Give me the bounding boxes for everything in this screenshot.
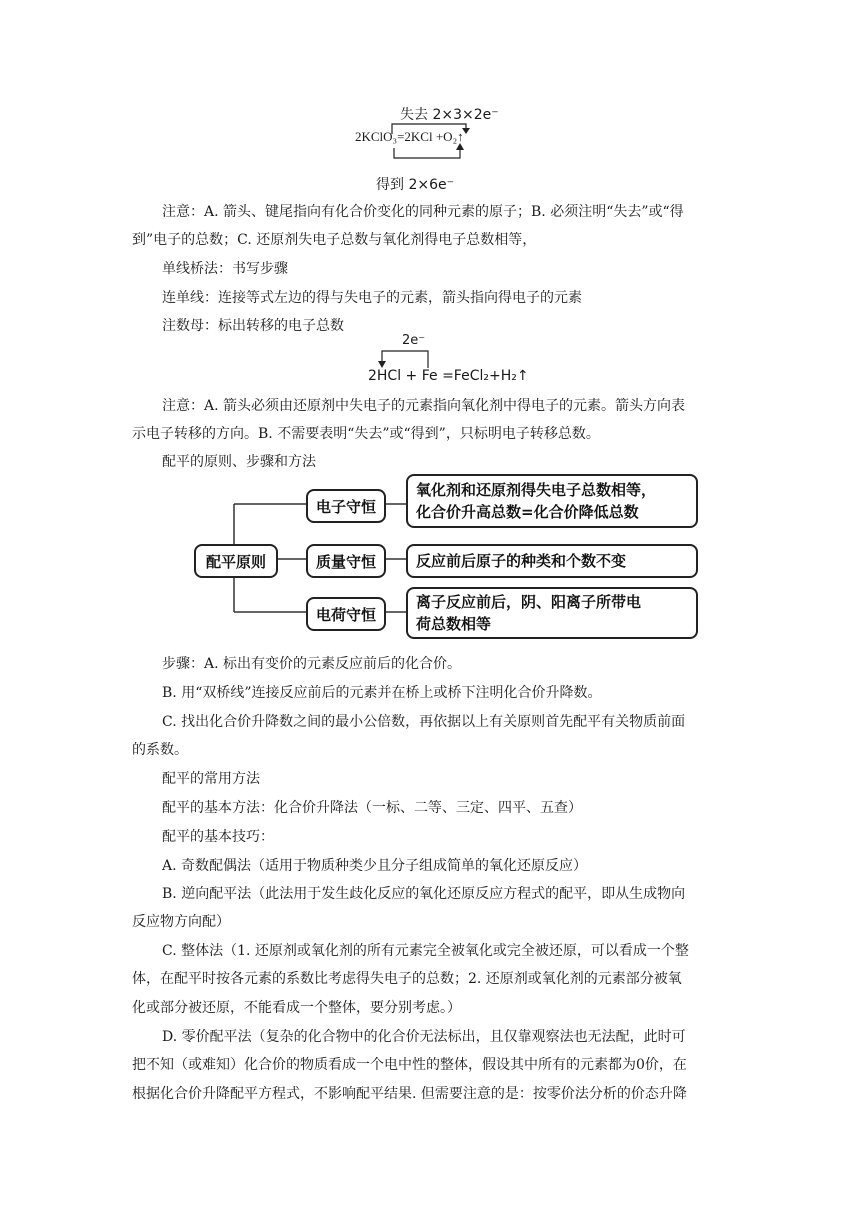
diagram-desc-charge-line2: 荷总数相等 [416, 615, 492, 633]
single-bridge-title: 单线桥法：书写步骤 [162, 261, 288, 277]
diagram-node-charge-conservation: 电荷守恒 [306, 597, 386, 631]
note-2-line1: 注意：A. 箭头必须由还原剂中失电子的元素指向氧化剂中得电子的元素。箭头方向表 [162, 398, 686, 414]
balance-title: 配平的原则、步骤和方法 [162, 454, 316, 470]
eq1-equation: 2KClO₃=2KCl +O₂↑ [355, 129, 464, 144]
methods-title: 配平的常用方法 [162, 771, 260, 787]
step-b: B. 用“双桥线”连接反应前后的元素并在桥上或桥下注明化合价升降数。 [162, 685, 602, 701]
eq2-equation: 2HCl + Fe =FeCl₂+H₂↑ [368, 368, 529, 384]
diagram-node-mass-conservation: 质量守恒 [306, 544, 386, 578]
eq1-top-label: 失去 2×3×2e⁻ [400, 107, 499, 123]
note-1-line2: 到”电子的总数；C. 还原剂失电子总数与氧化剂得电子总数相等， [132, 232, 537, 248]
step-c-line1: C. 找出化合价升降数之间的最小公倍数，再依据以上有关原则首先配平有关物质前面 [162, 714, 686, 730]
eq1-bottom-label: 得到 2×6e⁻ [376, 177, 454, 193]
diagram-desc-charge-conservation [406, 587, 698, 639]
method-b-line2: 反应物方向配） [132, 914, 230, 930]
method-a: A. 奇数配偶法（适用于物质种类少且分子组成简单的氧化还原反应） [162, 858, 588, 874]
method-d-line3: 根据化合价升降配平方程式，不影响配平结果. 但需要注意的是：按零价法分析的价态升降 [132, 1086, 687, 1102]
step-c-line2: 的系数。 [132, 742, 188, 758]
diagram-desc-charge-line1: 离子反应前后，阴、阳离子所带电 [416, 593, 642, 611]
eq2-bridge-line [370, 348, 440, 370]
note-number-text: 注数母：标出转移的电子总数 [162, 318, 344, 334]
method-d-line1: D. 零价配平法（复杂的化合物中的化合价无法标出，且仅靠观察法也无法配，此时可 [162, 1029, 686, 1045]
note-1-line1: 注意：A. 箭头、键尾指向有化合价变化的同种元素的原子；B. 必须注明“失去”或“得 [162, 204, 684, 220]
method-c-line2: 体，在配平时按各元素的系数比考虑得失电子的总数；2. 还原剂或氧化剂的元素部分被氧 [132, 971, 682, 987]
method-b-line1: B. 逆向配平法（此法用于发生歧化反应的氧化还原反应方程式的配平，即从生成物向 [162, 886, 686, 902]
method-c-line3: 化或部分被还原，不能看成一个整体，要分别考虑。） [132, 1000, 461, 1016]
diagram-desc-mass-conservation: 反应前后原子的种类和个数不变 [406, 544, 698, 578]
eq2-label: 2e⁻ [402, 333, 426, 348]
connect-line-text: 连单线：连接等式左边的得与失电子的元素，箭头指向得电子的元素 [162, 290, 582, 306]
diagram-root-node: 配平原则 [194, 544, 278, 578]
methods-basic: 配平的基本方法：化合价升降法（一标、二等、三定、四平、五查） [162, 800, 582, 816]
eq1-bridge-lines [350, 118, 500, 178]
method-c-line1: C. 整体法（1. 还原剂或氧化剂的所有元素完全被氧化或完全被还原，可以看成一个整 [162, 943, 689, 959]
step-a: 步骤：A. 标出有变价的元素反应前后的化合价。 [162, 656, 462, 672]
note-2-line2: 示电子转移的方向。B. 不需要表明“失去”或“得到”，只标明电子转移总数。 [132, 426, 600, 442]
diagram-desc-electron-line1: 氧化剂和还原剂得失电子总数相等， [416, 481, 657, 499]
diagram-node-electron-conservation: 电子守恒 [306, 489, 386, 523]
methods-skills: 配平的基本技巧： [162, 829, 274, 845]
method-d-line2: 把不知（或难知）化合价的物质看成一个电中性的整体，假设其中所有的元素都为0价，在 [132, 1057, 687, 1073]
diagram-desc-electron-conservation [406, 474, 698, 528]
diagram-desc-electron-line2: 化合价升高总数=化合价降低总数 [416, 503, 639, 521]
